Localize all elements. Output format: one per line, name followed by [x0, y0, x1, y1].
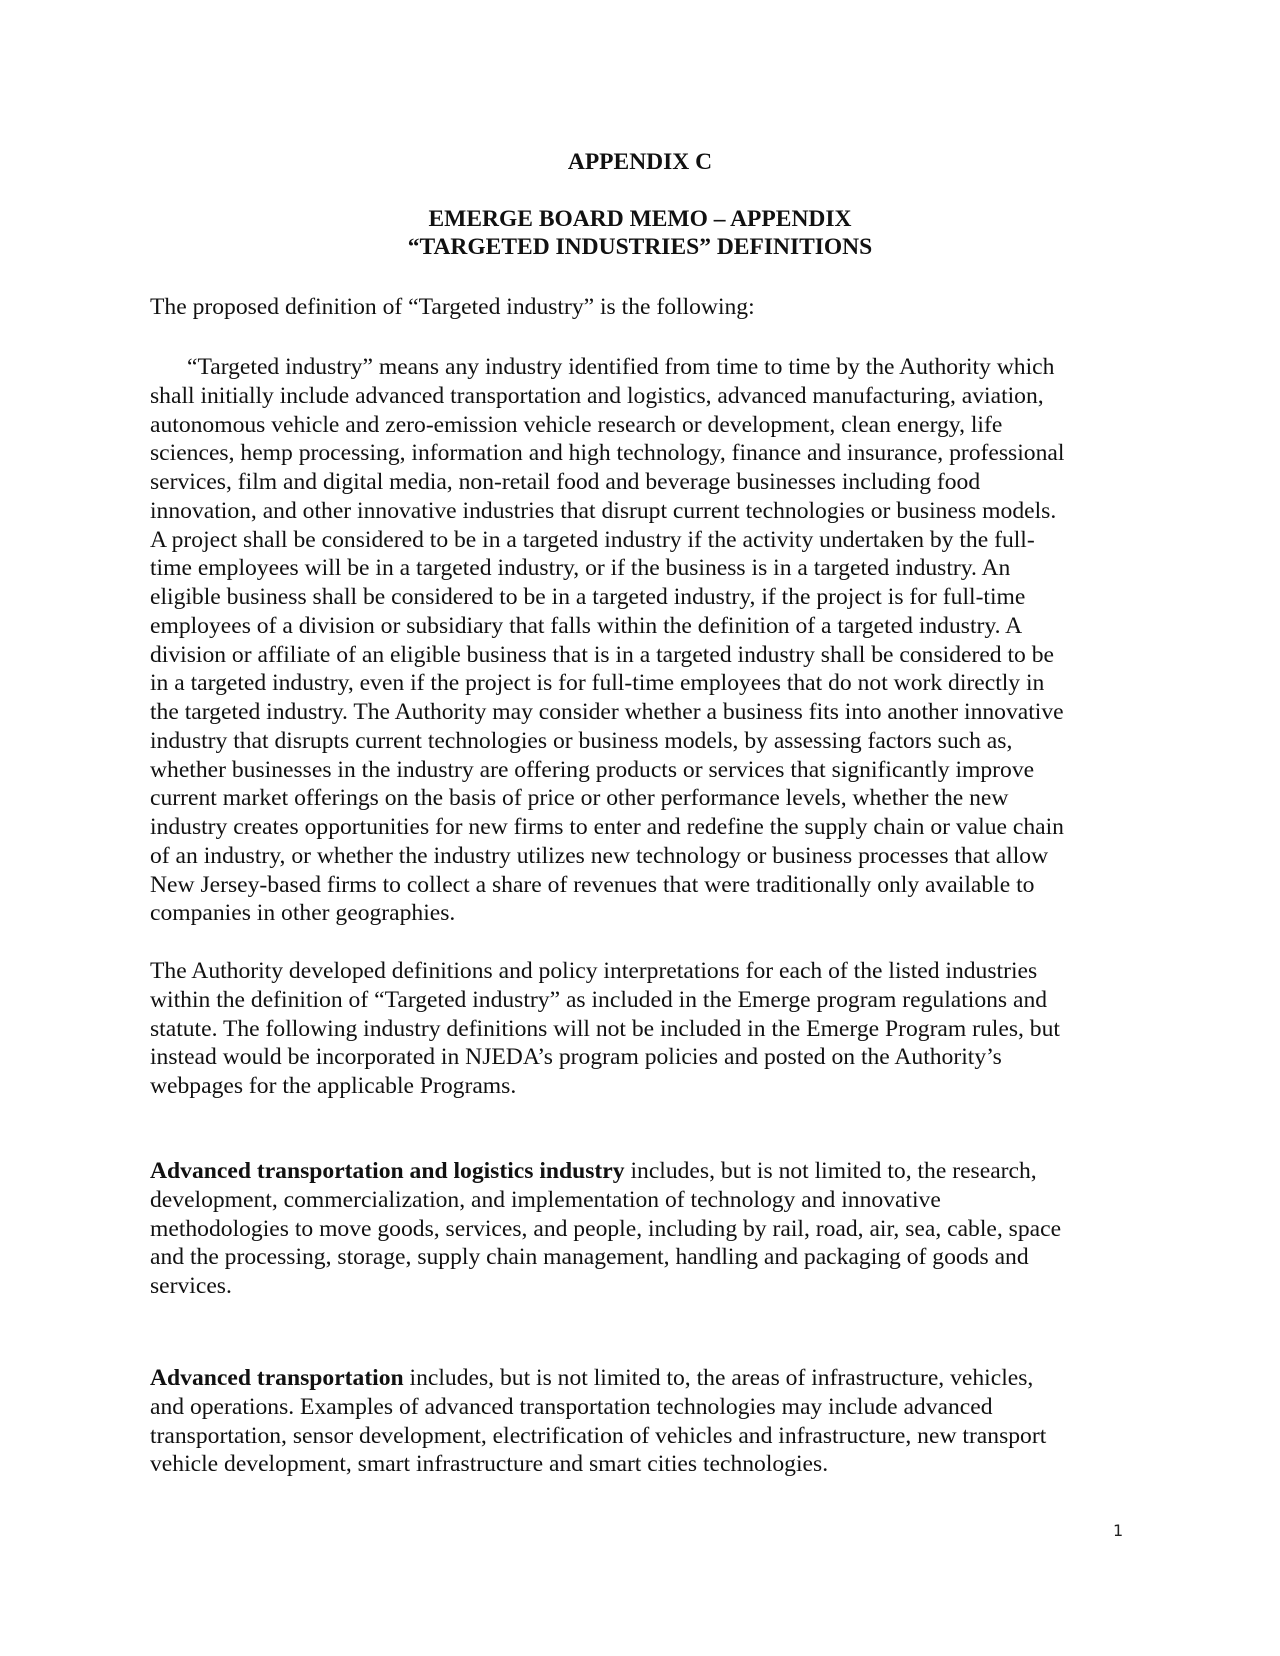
policy-line: webpages for the applicable Programs. — [150, 1073, 517, 1099]
definition-line: “Targeted industry” means any industry identified from time to time by the Authority which — [187, 354, 1055, 380]
definition-line: industry that disrupts current technologies or business models, by assessing factors such as, — [150, 727, 1013, 754]
definition-line: current market offerings on the basis of price or other performance levels, whether the new — [150, 785, 1009, 812]
section-first-line-text: includes, but is not limited to, the research, — [624, 1158, 1037, 1184]
definition-line: industry creates opportunities for new firms to enter and redefine the supply chain or value chain — [150, 814, 1064, 840]
section-advanced-transportation-logistics — [150, 1157, 1130, 1301]
section-line: development, commercialization, and implementation of technology and innovative — [150, 1186, 941, 1213]
memo-subtitle: “TARGETED INDUSTRIES” DEFINITIONS — [407, 234, 873, 260]
intro-sentence: The proposed definition of “Targeted industry” is the following: — [150, 294, 755, 320]
definition-line: whether businesses in the industry are offering products or services that significantly improve — [150, 756, 1035, 783]
definition-line: time employees will be in a targeted industry, or if the business is in a targeted industry. An — [150, 555, 1011, 582]
definition-line: in a targeted industry, even if the project is for full-time employees that do not work directly in — [150, 670, 1045, 697]
section-advanced-transportation — [150, 1364, 1130, 1479]
section-line: transportation, sensor development, electrification of vehicles and infrastructure, new transport — [150, 1422, 1047, 1449]
definition-line: shall initially include advanced transportation and logistics, advanced manufacturing, aviation, — [150, 382, 1044, 409]
targeted-industry-definition — [150, 353, 1130, 928]
definition-line: employees of a division or subsidiary that falls within the definition of a targeted industry. A — [150, 612, 1023, 639]
definition-line: services, film and digital media, non-retail food and beverage businesses including food — [150, 469, 981, 495]
section-line: services. — [150, 1273, 232, 1299]
definition-line: eligible business shall be considered to be in a targeted industry, if the project is for full-time — [150, 584, 1026, 610]
page-number: 1 — [1113, 1521, 1124, 1540]
policy-line: instead would be incorporated in NJEDA’s program policies and posted on the Authority’s — [150, 1044, 1002, 1071]
policy-note-paragraph — [150, 957, 1130, 1101]
section-line: and operations. Examples of advanced transportation technologies may include advanced — [150, 1393, 993, 1420]
definition-line: of an industry, or whether the industry utilizes new technology or business processes that allow — [150, 842, 1049, 869]
memo-title: EMERGE BOARD MEMO – APPENDIX — [428, 206, 852, 232]
definition-line: companies in other geographies. — [150, 900, 456, 927]
section-first-line — [150, 1157, 1130, 1186]
section-line: methodologies to move goods, services, and people, including by rail, road, air, sea, cable, space — [150, 1215, 1062, 1242]
definition-line: innovation, and other innovative industries that disrupt current technologies or business models. — [150, 497, 1057, 524]
appendix-label: APPENDIX C — [567, 149, 713, 175]
definition-line: the targeted industry. The Authority may consider whether a business fits into another innovative — [150, 699, 1064, 725]
section-first-line — [150, 1364, 1130, 1393]
policy-line: within the definition of “Targeted industry” as included in the Emerge program regulations and — [150, 986, 1048, 1013]
definition-line: New Jersey-based firms to collect a share of revenues that were traditionally only available to — [150, 871, 1035, 898]
definition-line: sciences, hemp processing, information and high technology, finance and insurance, professional — [150, 440, 1065, 467]
policy-line: statute. The following industry definitions will not be included in the Emerge Program rules, but — [150, 1015, 1060, 1042]
definition-line: division or affiliate of an eligible business that is in a targeted industry shall be considered to be — [150, 641, 1055, 668]
section-line: and the processing, storage, supply chain management, handling and packaging of goods and — [150, 1244, 1029, 1271]
definition-line: autonomous vehicle and zero-emission vehicle research or development, clean energy, life — [150, 411, 1003, 438]
definition-line: A project shall be considered to be in a targeted industry if the activity undertaken by the full- — [150, 526, 1035, 553]
section-term: Advanced transportation — [150, 1365, 404, 1391]
section-first-line-text: includes, but is not limited to, the areas of infrastructure, vehicles, — [403, 1365, 1034, 1391]
section-term: Advanced transportation and logistics industry — [150, 1158, 625, 1184]
section-line: vehicle development, smart infrastructure and smart cities technologies. — [150, 1451, 829, 1478]
policy-line: The Authority developed definitions and policy interpretations for each of the listed industries — [150, 958, 1038, 984]
